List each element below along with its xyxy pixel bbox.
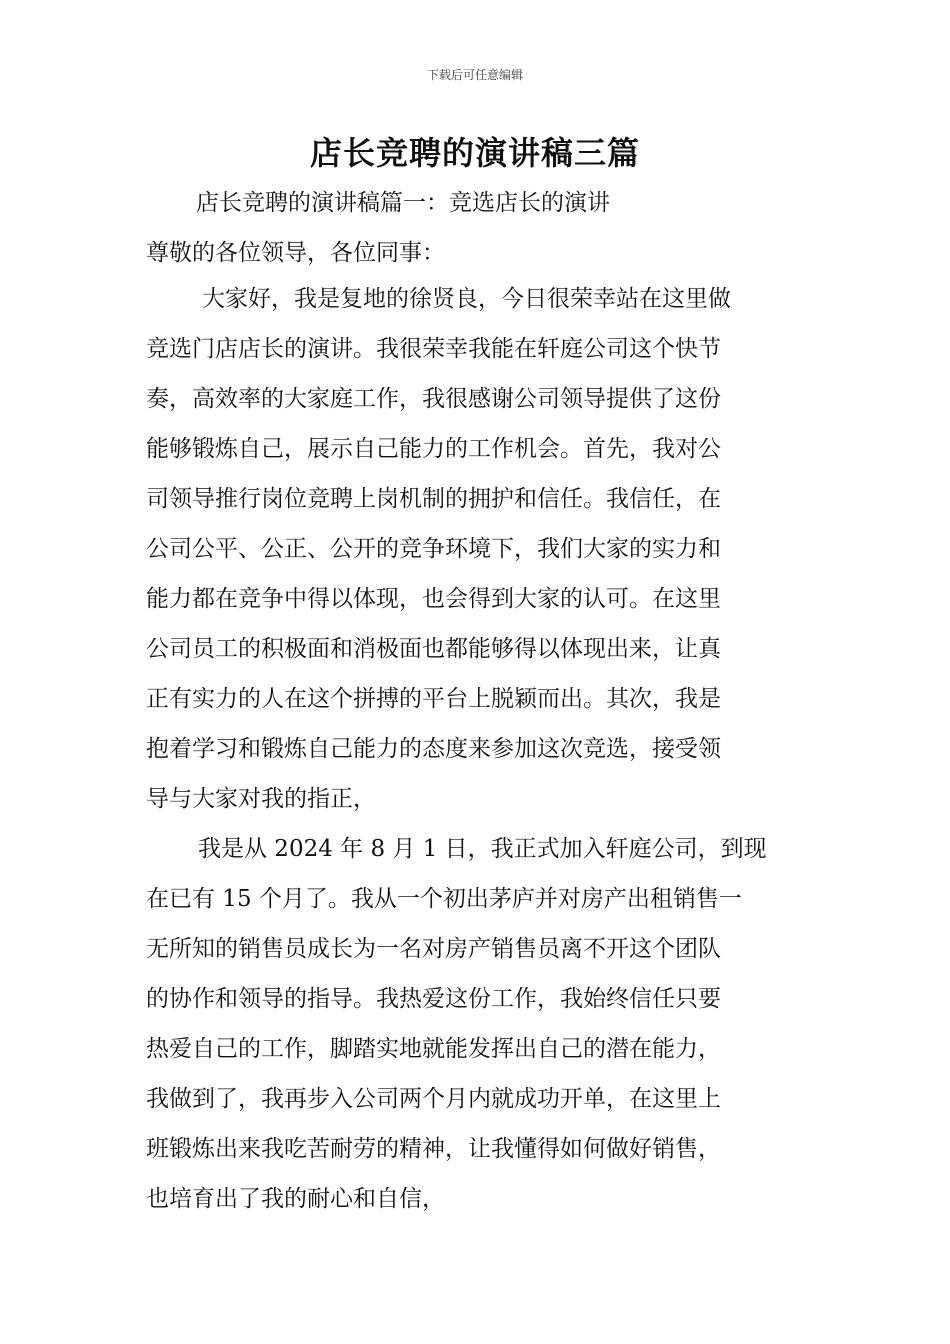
- header-note: 下载后可任意编辑: [426, 68, 523, 82]
- body-line: 奏，高效率的大家庭工作，我很感谢公司领导提供了这份: [146, 386, 721, 412]
- body-line: 无所知的销售员成长为一名对房产销售员离不开这个团队: [146, 936, 721, 962]
- body-line: 抱着学习和锻炼自己能力的态度来参加这次竞选，接受领: [146, 736, 721, 762]
- body-line: 也培育出了我的耐心和自信，: [146, 1186, 445, 1212]
- body-line: 热爱自己的工作，脚踏实地就能发挥出自己的潜在能力，: [146, 1036, 721, 1062]
- body-line: 公司公平、公正、公开的竞争环境下，我们大家的实力和: [146, 536, 721, 562]
- body-line: 大家好，我是复地的徐贤良，今日很荣幸站在这里做: [202, 286, 731, 312]
- body-line: 竞选门店店长的演讲。我很荣幸我能在轩庭公司这个快节: [146, 336, 721, 362]
- salutation: 尊敬的各位领导，各位同事：: [146, 240, 445, 266]
- body-line: 司领导推行岗位竞聘上岗机制的拥护和信任。我信任，在: [146, 486, 721, 512]
- body-line: 的协作和领导的指导。我热爱这份工作，我始终信任只要: [146, 986, 721, 1012]
- body-line: 能够锻炼自己，展示自己能力的工作机会。首先，我对公: [146, 436, 721, 462]
- body-line: 能力都在竞争中得以体现，也会得到大家的认可。在这里: [146, 586, 721, 612]
- body-line: 导与大家对我的指正，: [146, 786, 376, 812]
- body-line: 班锻炼出来我吃苦耐劳的精神，让我懂得如何做好销售，: [146, 1136, 721, 1162]
- body-line: 公司员工的积极面和消极面也都能够得以体现出来，让真: [146, 636, 721, 662]
- body-line: 我做到了，我再步入公司两个月内就成功开单，在这里上: [146, 1086, 721, 1112]
- section-subtitle: 店长竞聘的演讲稿篇一：竞选店长的演讲: [196, 190, 610, 216]
- document-title: 店长竞聘的演讲稿三篇: [309, 134, 640, 172]
- body-line: 我是从 2024 年 8 月 1 日，我正式加入轩庭公司，到现: [198, 836, 767, 862]
- body-line: 在已有 15 个月了。我从一个初出茅庐并对房产出租销售一: [146, 886, 742, 912]
- body-line: 正有实力的人在这个拼搏的平台上脱颖而出。其次，我是: [146, 686, 721, 712]
